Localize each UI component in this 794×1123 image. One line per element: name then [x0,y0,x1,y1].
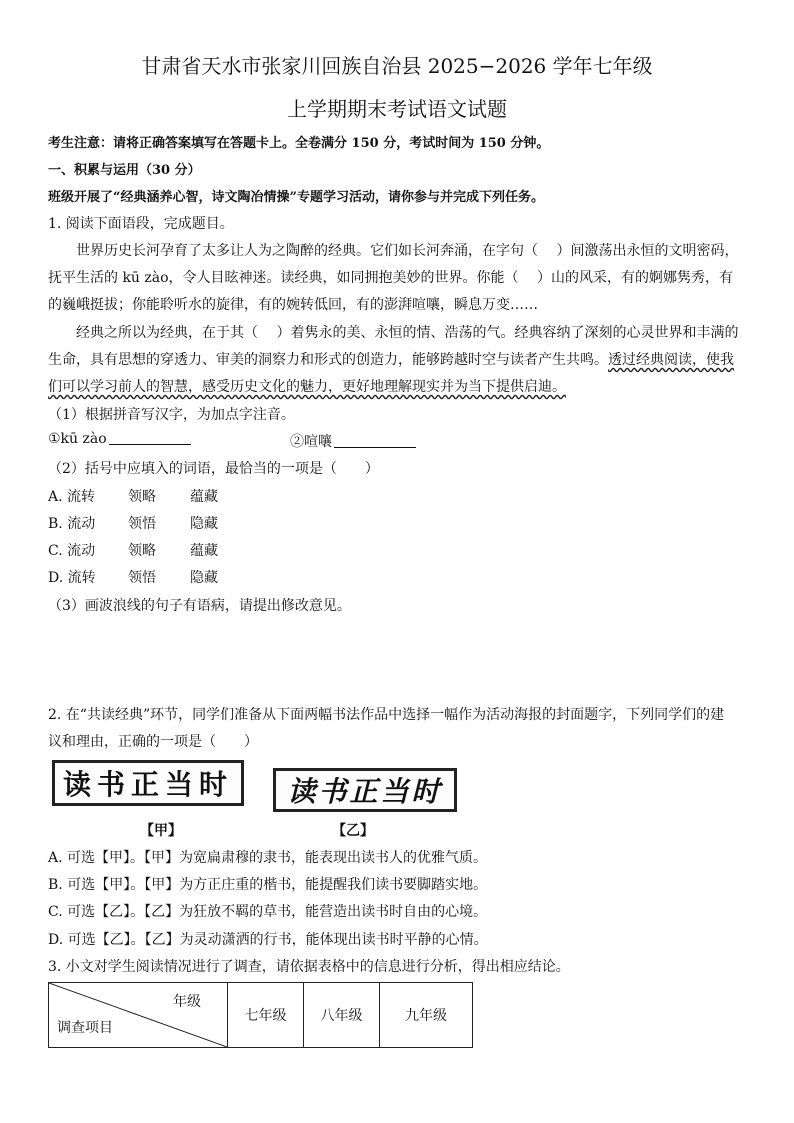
exam-title-line1: 甘肃省天水市张家川回族自治县 2025−2026 学年七年级 [141,54,653,78]
table-corner-cell [49,983,228,1048]
q1-option-b[interactable] [48,513,218,533]
q1-para2-line1: 经典之所以为经典，在于其（ ）着隽永的美、永恒的情、浩荡的气。经典容纳了深刻的心灵世界和丰满的 [76,325,739,341]
exam-notice: 考生注意：请将正确答案填写在答题卡上。全卷满分 150 分，考试时间为 150 分钟。 [48,136,550,151]
q1-sub2: （2）括号中应填入的词语，最恰当的一项是（ ） [48,461,379,477]
q1-option-d[interactable] [48,567,218,587]
exam-title-line2: 上学期期末考试语文试题 [287,97,507,121]
q1-para2-line2 [48,349,734,369]
corner-top-label: 年级 [173,994,201,1010]
q2-option-b[interactable]: B. 可选【甲】。【甲】为方正庄重的楷书，能提醒我们读书要脚踏实地。 [48,877,488,893]
survey-table [48,982,473,1048]
table-header-row [49,983,473,1048]
q3-stem: 3. 小文对学生阅读情况进行了调查，请依据表格中的信息进行分析，得出相应结论。 [48,959,570,975]
option-word2: 领悟 [128,516,156,532]
q1-para1-line1: 世界历史长河孕育了太多让人为之陶醉的经典。它们如长河奔涌，在字句（ ）间激荡出永恒的文明密码， [76,243,739,259]
label-yi: 【乙】 [332,823,374,839]
q1-para1-line3: 的巍峨挺拔；你能聆听水的旋律，有的婉转低回，有的澎湃喧嚷，瞬息万变…… [48,297,538,313]
q2-option-d[interactable]: D. 可选【乙】。【乙】为灵动潇洒的行书，能体现出读书时平静的心情。 [48,932,488,948]
option-word1: D. 流转 [48,570,96,586]
q1-sub1-a-label: ①kū zào [48,431,107,447]
q1-sub1-a [48,431,191,447]
q1-option-c[interactable] [48,540,218,560]
answer-blank[interactable] [334,446,416,448]
q2-option-c[interactable]: C. 可选【乙】。【乙】为狂放不羁的草书，能营造出读书时自由的心境。 [48,904,488,920]
q1-para2-line2-plain: 生命，具有思想的穿透力、审美的洞察力和形式的创造力，能够跨越时空与读者产生共鸣。 [48,352,608,368]
section-heading: 一、积累与运用（30 分） [48,163,201,178]
q1-sub1: （1）根据拼音写汉字，为加点字注音。 [48,407,295,423]
option-word2: 领悟 [128,570,156,586]
option-word3: 隐藏 [190,516,218,532]
q2-stem-line2: 议和理由，正确的一项是（ ） [48,734,258,750]
q1-sub3: （3）画波浪线的句子有语病，请提出修改意见。 [48,598,351,614]
option-word1: B. 流动 [48,516,96,532]
label-jia: 【甲】 [140,823,182,839]
option-word3: 蕴藏 [190,543,218,559]
q2-option-a[interactable]: A. 可选【甲】。【甲】为宽扁肃穆的隶书，能表现出读书人的优雅气质。 [48,850,488,866]
column-header: 九年级 [380,983,473,1048]
q1-option-a[interactable] [48,486,218,506]
option-word2: 领略 [128,489,156,505]
column-header: 七年级 [228,983,304,1048]
section-intro: 班级开展了“经典涵养心智，诗文陶冶情操”专题学习活动，请你参与并完成下列任务。 [48,190,544,205]
option-word1: C. 流动 [48,543,96,559]
option-word1: A. 流转 [48,489,96,505]
column-header: 八年级 [304,983,380,1048]
q1-sub1-b [290,431,416,451]
calligraphy-jia: 读书正当时 [52,760,244,806]
q2-stem-line1: 2. 在“共读经典”环节，同学们准备从下面两幅书法作品中选择一幅作为活动海报的封面题字，下列同学们的建 [48,707,725,723]
answer-blank[interactable] [109,443,191,445]
calligraphy-yi: 读书正当时 [273,768,457,812]
option-word3: 隐藏 [190,570,218,586]
q1-para1-line2: 抚平生活的 kū zào，令人目眩神迷。读经典，如同拥抱美妙的世界。你能（ ）山的风采，有的婀娜隽秀，有 [48,270,733,286]
option-word3: 蕴藏 [190,489,218,505]
q1-stem: 1. 阅读下面语段，完成题目。 [48,216,234,232]
corner-bottom-label: 调查项目 [57,1020,113,1036]
q1-sub1-b-label: ②喧嚷 [290,434,332,450]
option-word2: 领略 [128,543,156,559]
q1-wavy-sentence-end: 们可以学习前人的智慧，感受历史文化的魅力，更好地理解现实并为当下提供启迪。 [48,379,566,395]
q1-wavy-sentence-start: 透过经典阅读，使我 [608,352,734,368]
